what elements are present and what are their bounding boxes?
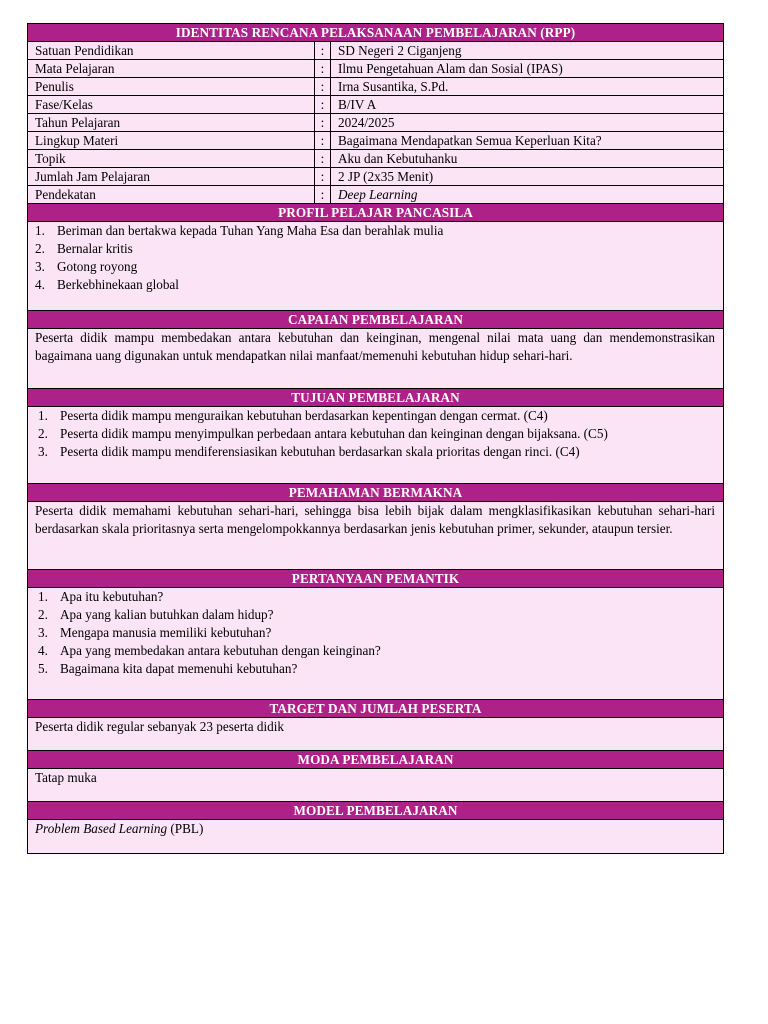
list-text: Berkebhinekaan global bbox=[57, 277, 179, 292]
row-separator: : bbox=[315, 60, 331, 77]
target-header: TARGET DAN JUMLAH PESERTA bbox=[28, 700, 723, 718]
moda-text: Tatap muka bbox=[35, 770, 97, 785]
identitas-row bbox=[28, 150, 723, 168]
list-text: Peserta didik mampu mendiferensiasikan kebutuhan berdasarkan skala prioritas dengan rinci. (C4) bbox=[60, 444, 580, 459]
list-number: 3. bbox=[38, 625, 48, 640]
list-text: Apa yang membedakan antara kebutuhan dengan keinginan? bbox=[60, 643, 381, 658]
pendekatan-value: Deep Learning bbox=[338, 187, 418, 202]
tujuan-section bbox=[28, 407, 723, 484]
model-text-rest: (PBL) bbox=[167, 821, 204, 836]
row-separator: : bbox=[315, 96, 331, 113]
list-number: 4. bbox=[38, 643, 48, 658]
row-value: 2024/2025 bbox=[338, 115, 395, 130]
row-separator: : bbox=[315, 132, 331, 149]
list-item bbox=[35, 443, 715, 461]
row-label: Satuan Pendidikan bbox=[28, 42, 315, 59]
identitas-header: IDENTITAS RENCANA PELAKSANAAN PEMBELAJARAN (RPP) bbox=[28, 24, 723, 42]
row-separator: : bbox=[315, 168, 331, 185]
list-text: Bagaimana kita dapat memenuhi kebutuhan? bbox=[60, 661, 298, 676]
target-section bbox=[28, 718, 723, 751]
target-text: Peserta didik regular sebanyak 23 peserta didik bbox=[35, 719, 285, 734]
row-separator: : bbox=[315, 42, 331, 59]
row-label: Penulis bbox=[28, 78, 315, 95]
list-item bbox=[35, 222, 715, 240]
row-separator: : bbox=[315, 114, 331, 131]
list-text: Beriman dan bertakwa kepada Tuhan Yang Maha Esa dan berahlak mulia bbox=[57, 223, 444, 238]
identitas-row bbox=[28, 132, 723, 150]
pemahaman-header: PEMAHAMAN BERMAKNA bbox=[28, 484, 723, 502]
row-value: Aku dan Kebutuhanku bbox=[338, 151, 458, 166]
pemahaman-text: Peserta didik memahami kebutuhan sehari-hari, sehingga bisa lebih bijak dalam mengklasifikasikan kebutuhan sehari-hari berdasarkan skala prioritasnya serta mengelompokkannya berdasarkan jenis kebutuhan primer, sekunder, ataupun tersier. bbox=[35, 503, 715, 536]
list-item bbox=[35, 660, 715, 678]
tujuan-list bbox=[35, 407, 715, 461]
identitas-table bbox=[28, 42, 723, 204]
identitas-row bbox=[28, 78, 723, 96]
row-separator: : bbox=[315, 186, 331, 203]
identitas-row bbox=[28, 96, 723, 114]
pertanyaan-header: PERTANYAAN PEMANTIK bbox=[28, 570, 723, 588]
capaian-header: CAPAIAN PEMBELAJARAN bbox=[28, 311, 723, 329]
capaian-section bbox=[28, 329, 723, 389]
profil-section bbox=[28, 222, 723, 311]
pemahaman-section bbox=[28, 502, 723, 570]
row-value: SD Negeri 2 Ciganjeng bbox=[338, 43, 462, 58]
list-number: 3. bbox=[35, 259, 45, 274]
row-label: Mata Pelajaran bbox=[28, 60, 315, 77]
list-item bbox=[35, 407, 715, 425]
row-value bbox=[331, 186, 723, 203]
model-text bbox=[35, 820, 715, 838]
list-item bbox=[35, 588, 715, 606]
pertanyaan-list bbox=[35, 588, 715, 678]
row-label: Jumlah Jam Pelajaran bbox=[28, 168, 315, 185]
model-text-italic: Problem Based Learning bbox=[35, 821, 168, 836]
row-label: Fase/Kelas bbox=[28, 96, 315, 113]
list-text: Peserta didik mampu menyimpulkan perbedaan antara kebutuhan dan keinginan dengan bijaksana. (C5) bbox=[60, 426, 608, 441]
moda-header: MODA PEMBELAJARAN bbox=[28, 751, 723, 769]
capaian-text: Peserta didik mampu membedakan antara kebutuhan dan keinginan, mengenal nilai mata uang dan mendemonstrasikan bagaimana uang digunakan untuk mendapatkan nilai manfaat/memenuhi kebutuhan hidup sehari-hari. bbox=[35, 330, 715, 363]
list-item bbox=[35, 425, 715, 443]
list-text: Bernalar kritis bbox=[57, 241, 133, 256]
row-label: Pendekatan bbox=[28, 186, 315, 203]
list-number: 5. bbox=[38, 661, 48, 676]
identitas-row bbox=[28, 168, 723, 186]
list-number: 2. bbox=[38, 426, 48, 441]
identitas-row bbox=[28, 186, 723, 204]
model-section bbox=[28, 820, 723, 854]
identitas-row bbox=[28, 114, 723, 132]
list-number: 1. bbox=[38, 408, 48, 423]
model-header: MODEL PEMBELAJARAN bbox=[28, 802, 723, 820]
list-item bbox=[35, 624, 715, 642]
row-value: Bagaimana Mendapatkan Semua Keperluan Kita? bbox=[338, 133, 602, 148]
list-number: 2. bbox=[35, 241, 45, 256]
row-label: Tahun Pelajaran bbox=[28, 114, 315, 131]
list-number: 1. bbox=[35, 223, 45, 238]
list-item bbox=[35, 642, 715, 660]
list-number: 4. bbox=[35, 277, 45, 292]
list-text: Mengapa manusia memiliki kebutuhan? bbox=[60, 625, 272, 640]
row-value: 2 JP (2x35 Menit) bbox=[338, 169, 434, 184]
identitas-row bbox=[28, 60, 723, 78]
row-separator: : bbox=[315, 78, 331, 95]
moda-section bbox=[28, 769, 723, 802]
list-item bbox=[35, 606, 715, 624]
row-value: Ilmu Pengetahuan Alam dan Sosial (IPAS) bbox=[338, 61, 563, 76]
pertanyaan-section bbox=[28, 588, 723, 700]
profil-header: PROFIL PELAJAR PANCASILA bbox=[28, 204, 723, 222]
list-item bbox=[35, 240, 715, 258]
list-number: 3. bbox=[38, 444, 48, 459]
list-text: Apa yang kalian butuhkan dalam hidup? bbox=[60, 607, 274, 622]
identitas-row bbox=[28, 42, 723, 60]
row-separator: : bbox=[315, 150, 331, 167]
row-label: Lingkup Materi bbox=[28, 132, 315, 149]
row-label: Topik bbox=[28, 150, 315, 167]
list-number: 1. bbox=[38, 589, 48, 604]
list-number: 2. bbox=[38, 607, 48, 622]
list-text: Gotong royong bbox=[57, 259, 138, 274]
list-text: Apa itu kebutuhan? bbox=[60, 589, 164, 604]
row-value: Irna Susantika, S.Pd. bbox=[338, 79, 449, 94]
list-item bbox=[35, 258, 715, 276]
rpp-document bbox=[27, 23, 724, 854]
list-text: Peserta didik mampu menguraikan kebutuhan berdasarkan kepentingan dengan cermat. (C4) bbox=[60, 408, 548, 423]
tujuan-header: TUJUAN PEMBELAJARAN bbox=[28, 389, 723, 407]
row-value: B/IV A bbox=[338, 97, 377, 112]
list-item bbox=[35, 276, 715, 294]
profil-list bbox=[35, 222, 715, 294]
